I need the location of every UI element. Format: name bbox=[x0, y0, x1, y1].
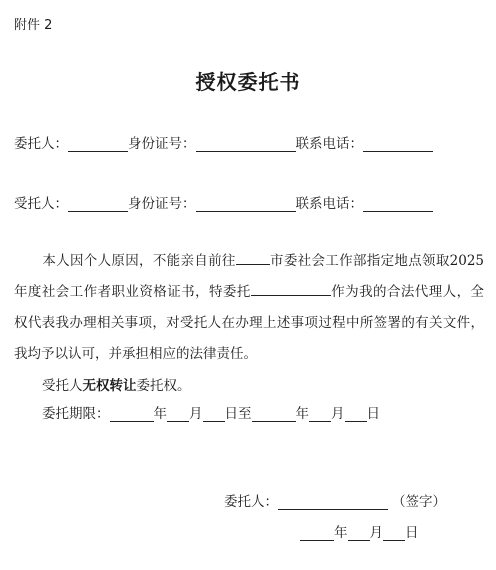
non-transfer-text-c: 委托权。 bbox=[136, 378, 191, 394]
end-day-label: 日 bbox=[366, 406, 380, 422]
principal-label: 委托人： bbox=[14, 136, 68, 152]
sign-note: （签字） bbox=[392, 494, 446, 510]
principal-name-field[interactable] bbox=[68, 137, 128, 152]
signature-row bbox=[224, 490, 446, 510]
non-transfer-bold: 无权转让 bbox=[82, 378, 137, 394]
agent-id-label: 身份证号： bbox=[128, 196, 196, 212]
body-text-1: 本人因个人原因，不能亲自前往 bbox=[42, 253, 236, 269]
start-year-label: 年 bbox=[153, 406, 167, 422]
start-day-field[interactable] bbox=[203, 407, 225, 422]
period-label: 委托期限： bbox=[42, 406, 110, 422]
start-month-field[interactable] bbox=[167, 407, 189, 422]
end-year-field[interactable] bbox=[252, 407, 296, 422]
end-month-field[interactable] bbox=[309, 407, 331, 422]
non-transfer-text-a: 受托人 bbox=[42, 378, 83, 394]
sign-month-label: 月 bbox=[369, 525, 383, 541]
agent-phone-field[interactable] bbox=[363, 197, 433, 212]
signature-date-row bbox=[300, 521, 419, 541]
end-day-field[interactable] bbox=[345, 407, 367, 422]
agent-id-field[interactable] bbox=[196, 197, 296, 212]
signature-field[interactable] bbox=[278, 495, 388, 510]
principal-phone-label: 联系电话： bbox=[295, 136, 363, 152]
sign-year-field[interactable] bbox=[300, 526, 334, 541]
document-title: 授权委托书 bbox=[195, 70, 301, 94]
sign-month-field[interactable] bbox=[348, 526, 370, 541]
entrust-period-row bbox=[42, 402, 380, 422]
start-month-label: 月 bbox=[189, 406, 203, 422]
agent-label: 受托人： bbox=[14, 196, 68, 212]
body-text-4: 作为我的合法代 bbox=[330, 284, 429, 300]
location-field[interactable] bbox=[236, 251, 270, 265]
principal-id-field[interactable] bbox=[196, 137, 296, 152]
authorization-paragraph bbox=[14, 246, 484, 370]
sign-day-label: 日 bbox=[405, 525, 419, 541]
body-text-3: 2025 年度社会工作者职业资格证书，特委托 bbox=[14, 253, 485, 300]
end-year-label: 年 bbox=[295, 406, 309, 422]
sign-day-field[interactable] bbox=[383, 526, 405, 541]
agent-name-inline-field[interactable] bbox=[251, 282, 331, 296]
signature-label: 委托人： bbox=[224, 494, 278, 510]
body-text-2: 市委社会工作部指定地点领取 bbox=[269, 253, 450, 269]
principal-id-label: 身份证号： bbox=[128, 136, 196, 152]
principal-info-row bbox=[14, 132, 433, 152]
agent-phone-label: 联系电话： bbox=[295, 196, 363, 212]
sign-year-label: 年 bbox=[334, 525, 348, 541]
principal-phone-field[interactable] bbox=[363, 137, 433, 152]
start-year-field[interactable] bbox=[110, 407, 154, 422]
agent-name-field[interactable] bbox=[68, 197, 128, 212]
start-day-to-label: 日至 bbox=[224, 406, 252, 422]
non-transfer-line bbox=[42, 374, 191, 394]
end-month-label: 月 bbox=[331, 406, 345, 422]
body-text-5: 理人，全权代表我办理相关事项，对受托人在办理上述事项过程中所签署的有关文件，我均予以认可，并承担相应的法律责任。 bbox=[14, 284, 485, 362]
attachment-label: 附件 2 bbox=[14, 18, 53, 33]
agent-info-row bbox=[14, 192, 433, 212]
